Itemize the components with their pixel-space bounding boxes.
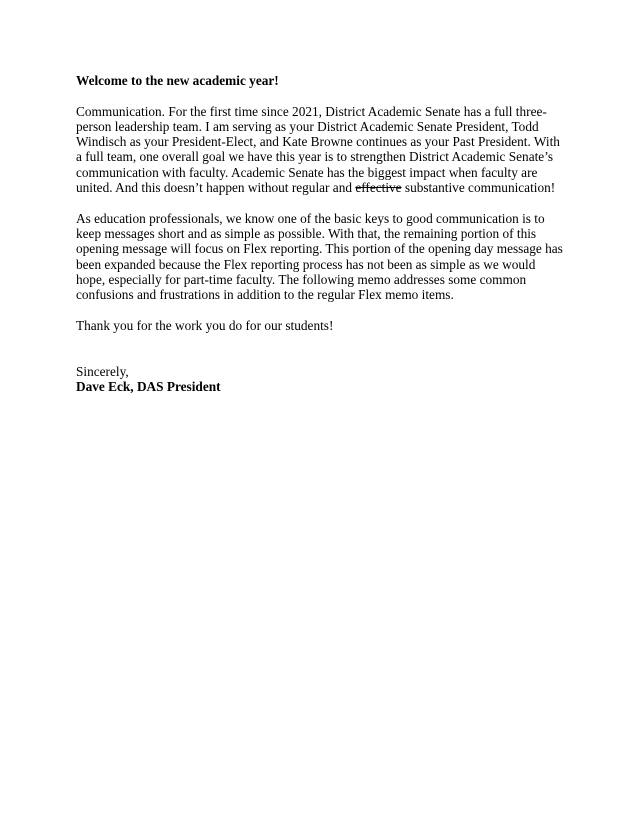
communication-text-end: substantive communication!	[401, 180, 556, 196]
signature-line: Dave Eck, DAS President	[76, 378, 221, 394]
letter-heading: Welcome to the new academic year!	[76, 73, 279, 88]
flex-paragraph: As education professionals, we know one of the basic keys to good communication is to keep messages short and as simple as possible. With that, the remaining portion of this opening message will focus on Flex reporting. This portion of the opening day message has been expanded because the Flex reporting process has not been as simple as we would hope, especially for part-time faculty. The following memo addresses some common confusions and frustrations in addition to the regular Flex memo items.	[76, 210, 563, 303]
communication-text: Communication. For the first time since 2021, District Academic Senate has a full three-person leadership team. I am serving as your District Academic Senate President, Todd Windisch as your President-Elect, and Kate Browne continues as your Past President. With a full team, one overall goal we have this year is to strengthen District Academic Senate’s communication with faculty. Academic Senate has the biggest impact when faculty are united. And this doesn’t happen without regular and	[76, 103, 560, 196]
struck-word: effective	[355, 180, 402, 196]
letter-body	[76, 73, 566, 394]
closing-line: Sincerely,	[76, 363, 129, 379]
communication-paragraph	[76, 104, 566, 196]
thanks-paragraph: Thank you for the work you do for our students!	[76, 317, 334, 333]
